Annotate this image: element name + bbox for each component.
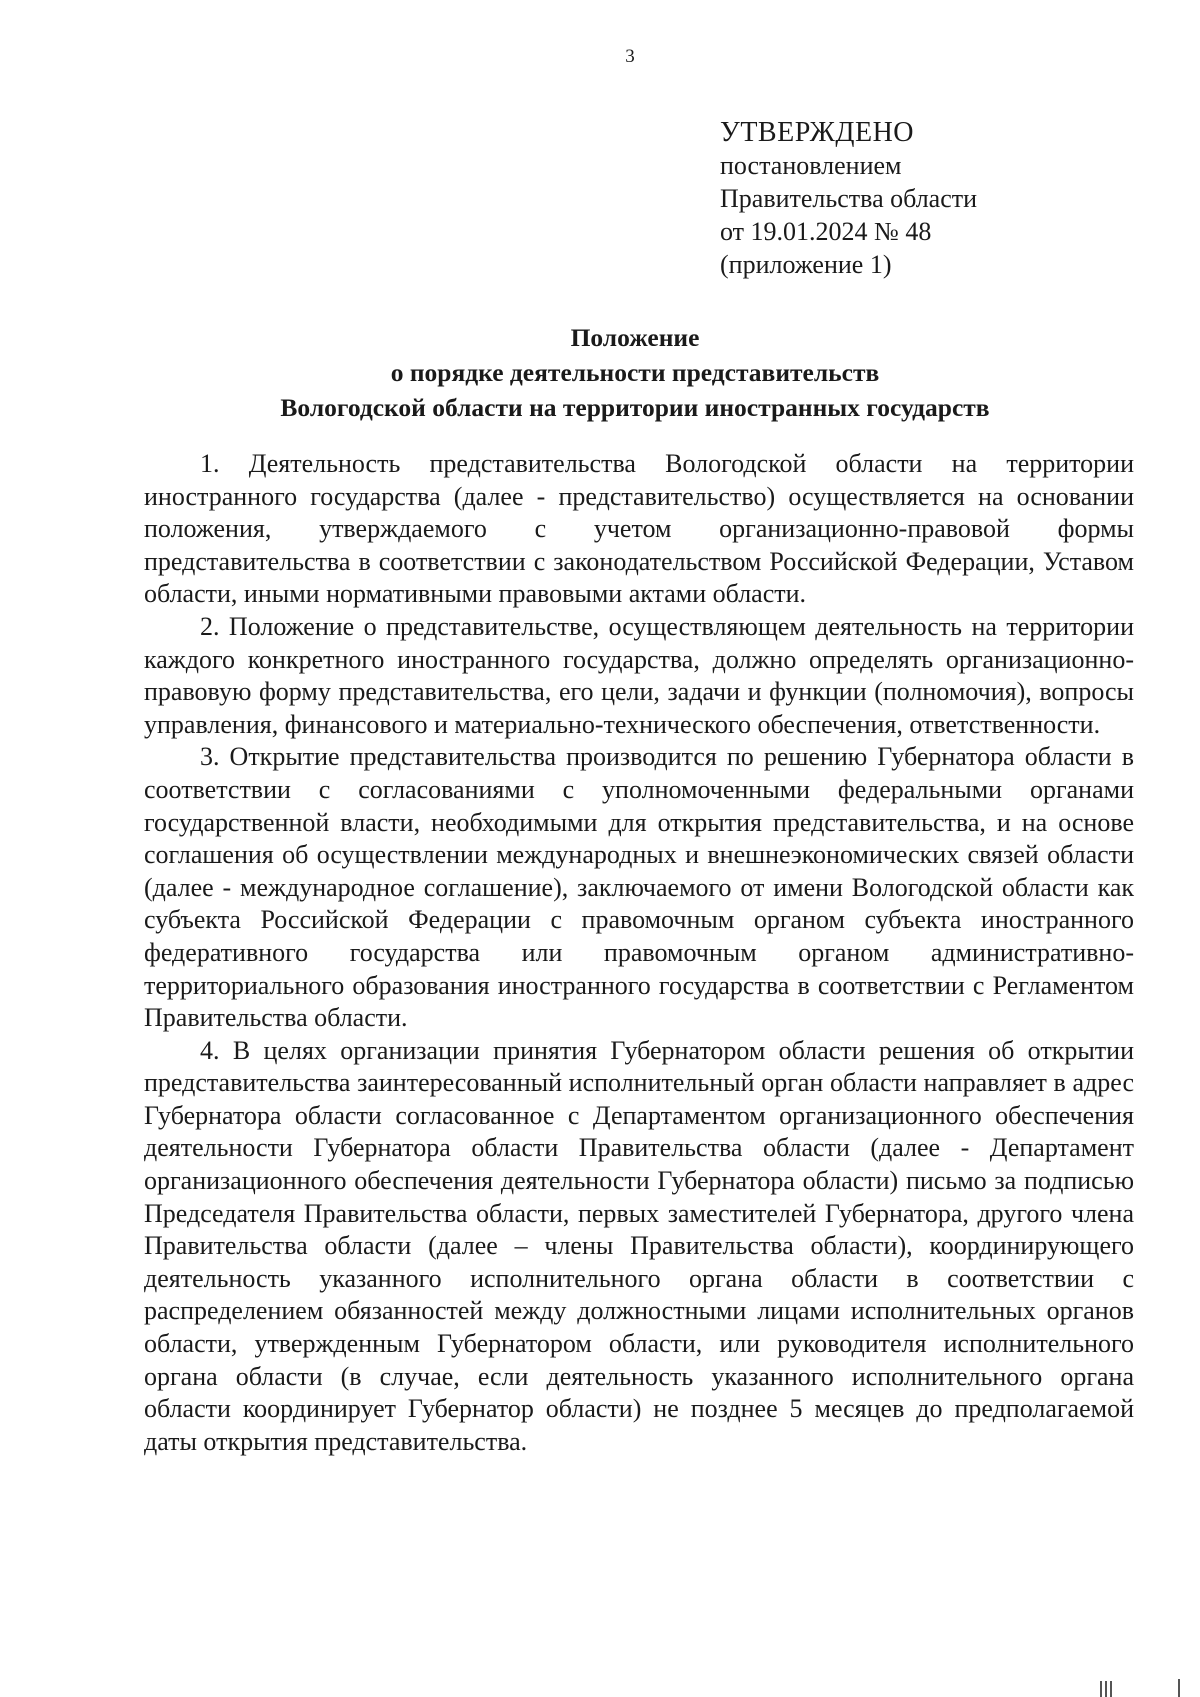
page-number: 3 — [625, 46, 635, 67]
scan-artifact-mark — [1100, 1681, 1102, 1697]
document-title — [0, 320, 1200, 425]
scan-artifact-mark — [1105, 1681, 1107, 1697]
paragraph-3: 3. Открытие представительства производится по решению Губернатора области в соответствии с согласованиями с уполномоченными федеральными органами государственной власти, необходимыми для открытия представительства, и на основе соглашения об осуществлении международных и внешнеэкономических связей области (далее - международное соглашение), заключаемого от имени Вологодской области как субъекта Российской Федерации с правомочным органом субъекта иностранного федеративного государства или правомочным органом административно-территориального образования иностранного государства в соответствии с Регламентом Правительства области. — [144, 742, 1134, 1033]
scan-artifact-mark — [1110, 1681, 1112, 1697]
paragraph-2: 2. Положение о представительстве, осуществляющем деятельность на территории каждого конкретного иностранного государства, должно определять организационно-правовую форму представительства, его цели, задачи и функции (полномочия), вопросы управления, финансового и материально-технического обеспечения, ответственности. — [144, 611, 1134, 739]
title-line-2: о порядке деятельности представительств — [390, 358, 880, 387]
approval-block — [720, 116, 977, 281]
approval-line-decree: постановлением — [720, 151, 902, 180]
title-line-3: Вологодской области на территории иностранных государств — [280, 393, 990, 422]
approval-line-government: Правительства области — [720, 184, 978, 213]
scan-artifact-mark — [1178, 1679, 1180, 1697]
paragraph-1: 1. Деятельность представительства Вологодской области на территории иностранного государства (далее - представительство) осуществляется на основании положения, утверждаемого с учетом организационно-правовой формы представительства в соответствии с законодательством Российской Федерации, Уставом области, иными нормативными правовыми актами области. — [144, 449, 1134, 609]
approval-stamp: УТВЕРЖДЕНО — [720, 117, 915, 148]
document-body — [144, 448, 1134, 1458]
title-line-1: Положение — [570, 323, 700, 352]
paragraph-4: 4. В целях организации принятия Губернатором области решения об открытии представительства заинтересованный исполнительный орган области направляет в адрес Губернатора области согласованное с Департаментом организационного обеспечения деятельности Губернатора области Правительства области (далее - Департамент организационного обеспечения деятельности Губернатора области) письмо за подписью Председателя Правительства области, первых заместителей Губернатора, другого члена Правительства области (далее – члены Правительства области), координирующего деятельность указанного исполнительного органа области в соответствии с распределением обязанностей между должностными лицами исполнительных органов области, утвержденным Губернатором области, или руководителя исполнительного органа области (в случае, если деятельность указанного исполнительного органа области координирует Губернатор области) не позднее 5 месяцев до предполагаемой даты открытия представительства. — [144, 1035, 1134, 1456]
approval-line-appendix: (приложение 1) — [720, 250, 892, 279]
approval-line-date-number: от 19.01.2024 № 48 — [720, 217, 932, 246]
